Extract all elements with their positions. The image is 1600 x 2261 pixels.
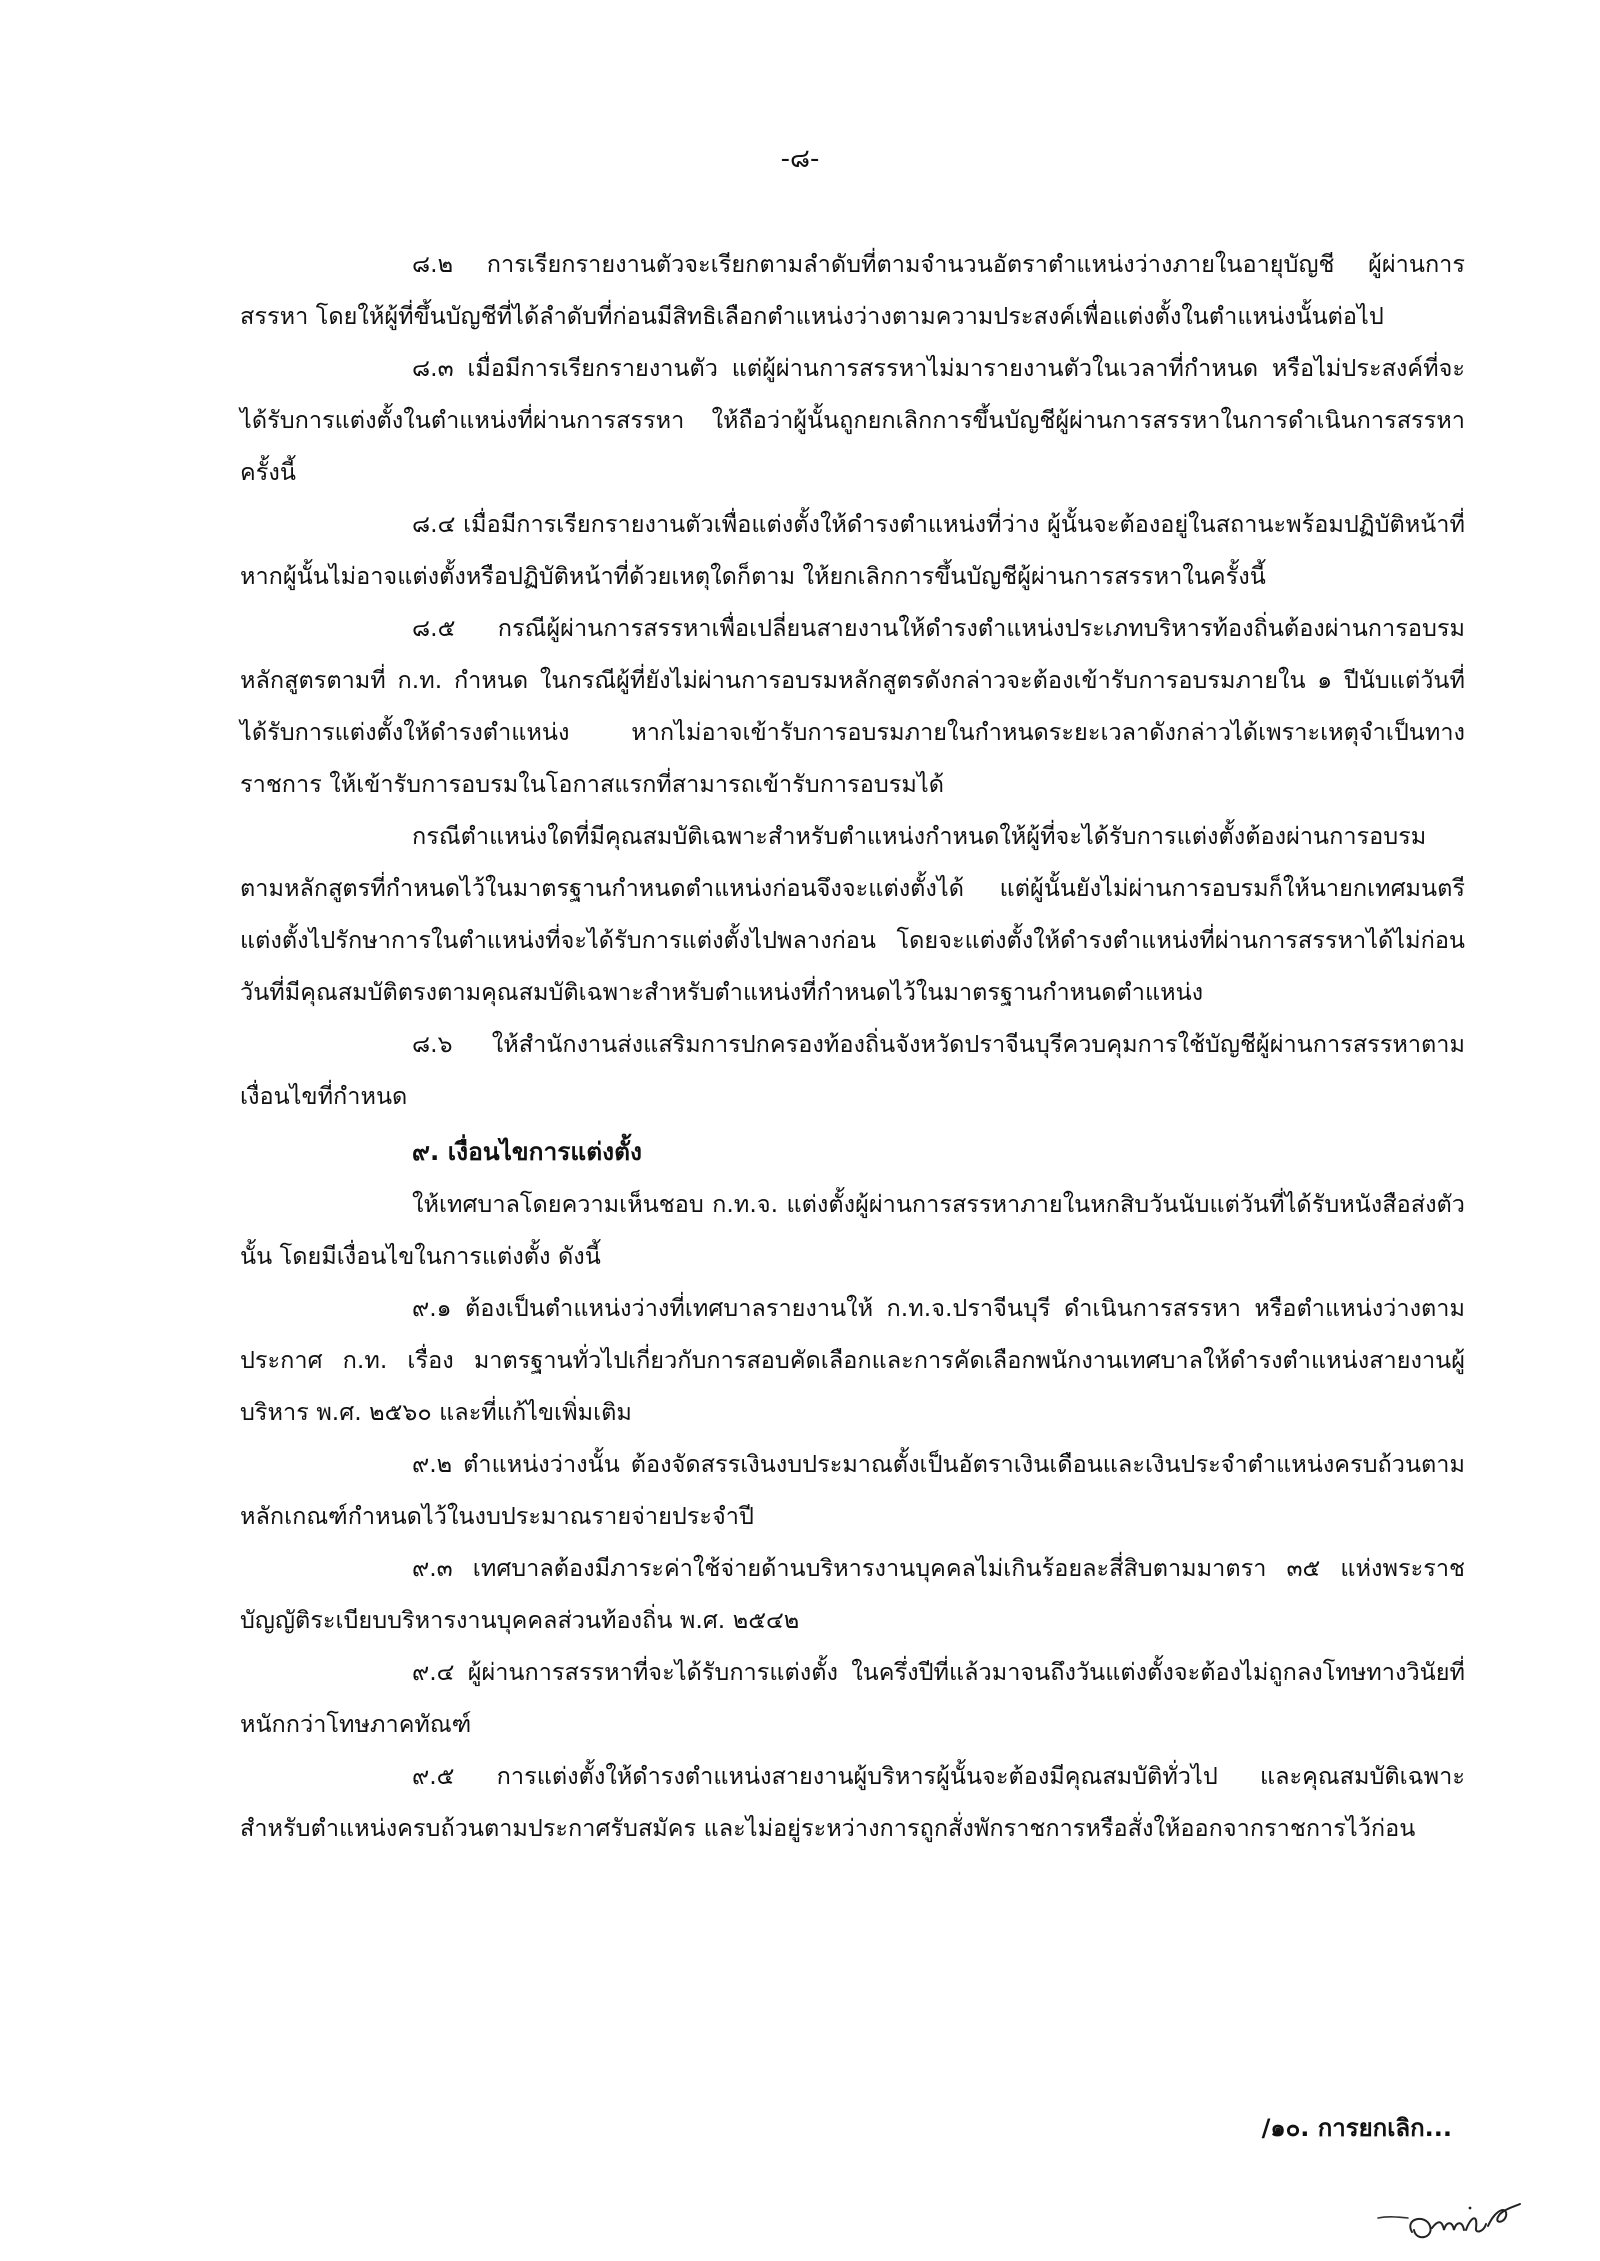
paragraph-9-5: ๙.๕ การแต่งตั้งให้ดำรงตำแหน่งสายงานผู้บริหารผู้นั้นจะต้องมีคุณสมบัติทั่วไป และคุณสมบัติเฉพาะสำหรับตำแหน่งครบถ้วนตามประกาศรับสมัคร และไม่อยู่ระหว่างการถูกสั่งพักราชการหรือสั่งให้ออกจากราชการไว้ก่อน	[240, 1762, 1465, 1842]
paragraph-9-intro: ให้เทศบาลโดยความเห็นชอบ ก.ท.จ. แต่งตั้งผู้ผ่านการสรรหาภายในหกสิบวันนับแต่วันที่ได้รับหนังสือส่งตัวนั้น โดยมีเงื่อนไขในการแต่งตั้ง ดังนี้	[240, 1190, 1465, 1270]
paragraph-9-4: ๙.๔ ผู้ผ่านการสรรหาที่จะได้รับการแต่งตั้ง ในครึ่งปีที่แล้วมาจนถึงวันแต่งตั้งจะต้องไม่ถูกลงโทษทางวินัยที่หนักกว่าโทษภาคทัณฑ์	[240, 1658, 1465, 1738]
paragraph-9-2: ๙.๒ ตำแหน่งว่างนั้น ต้องจัดสรรเงินงบประมาณตั้งเป็นอัตราเงินเดือนและเงินประจำตำแหน่งครบถ้วนตามหลักเกณฑ์กำหนดไว้ในงบประมาณรายจ่ายประจำปี	[240, 1450, 1465, 1530]
document-body	[240, 238, 1465, 1854]
page-number: -๘-	[780, 144, 820, 174]
paragraph-8-6: ๘.๖ ให้สำนักงานส่งแสริมการปกครองท้องถิ่นจังหวัดปราจีนบุรีควบคุมการใช้บัญชีผู้ผ่านการสรรหาตามเงื่อนไขที่กำหนด	[240, 1030, 1465, 1110]
paragraph-8-2: ๘.๒ การเรียกรายงานตัวจะเรียกตามลำดับที่ตามจำนวนอัตราตำแหน่งว่างภายในอายุบัญชี ผู้ผ่านการสรรหา โดยให้ผู้ที่ขึ้นบัญชีที่ได้ลำดับที่ก่อนมีสิทธิเลือกตำแหน่งว่างตามความประสงค์เพื่อแต่งตั้งในตำแหน่งนั้นต่อไป	[240, 250, 1465, 330]
paragraph-8-5: ๘.๕ กรณีผู้ผ่านการสรรหาเพื่อเปลี่ยนสายงานให้ดำรงตำแหน่งประเภทบริหารท้องถิ่นต้องผ่านการอบรมหลักสูตรตามที่ ก.ท. กำหนด ในกรณีผู้ที่ยังไม่ผ่านการอบรมหลักสูตรดังกล่าวจะต้องเข้ารับการอบรมภายใน ๑ ปีนับแต่วันที่ได้รับการแต่งตั้งให้ดำรงตำแหน่ง หากไม่อาจเข้ารับการอบรมภายในกำหนดระยะเวลาดังกล่าวได้เพราะเหตุจำเป็นทางราชการ ให้เข้ารับการอบรมในโอกาสแรกที่สามารถเข้ารับการอบรมได้	[240, 614, 1465, 798]
paragraph-9-3: ๙.๓ เทศบาลต้องมีภาระค่าใช้จ่ายด้านบริหารงานบุคคลไม่เกินร้อยละสี่สิบตามมาตรา ๓๕ แห่งพระราชบัญญัติระเบียบบริหารงานบุคคลส่วนท้องถิ่น พ.ศ. ๒๕๔๒	[240, 1554, 1465, 1634]
handwritten-signature	[1374, 2198, 1524, 2250]
section-9-heading: ๙. เงื่อนไขการแต่งตั้ง	[412, 1137, 642, 1166]
continuation-note: /๑๐. การยกเลิก...	[1261, 2114, 1452, 2142]
paragraph-9-1: ๙.๑ ต้องเป็นตำแหน่งว่างที่เทศบาลรายงานให้ ก.ท.จ.ปราจีนบุรี ดำเนินการสรรหา หรือตำแหน่งว่างตามประกาศ ก.ท. เรื่อง มาตรฐานทั่วไปเกี่ยวกับการสอบคัดเลือกและการคัดเลือกพนักงานเทศบาลให้ดำรงตำแหน่งสายงานผู้บริหาร พ.ศ. ๒๕๖๐ และที่แก้ไขเพิ่มเติม	[240, 1294, 1465, 1426]
paragraph-8-3: ๘.๓ เมื่อมีการเรียกรายงานตัว แต่ผู้ผ่านการสรรหาไม่มารายงานตัวในเวลาที่กำหนด หรือไม่ประสงค์ที่จะได้รับการแต่งตั้งในตำแหน่งที่ผ่านการสรรหา ให้ถือว่าผู้นั้นถูกยกเลิกการขึ้นบัญชีผู้ผ่านการสรรหาในการดำเนินการสรรหาครั้งนี้	[240, 354, 1465, 486]
paragraph-8-4: ๘.๔ เมื่อมีการเรียกรายงานตัวเพื่อแต่งตั้งให้ดำรงตำแหน่งที่ว่าง ผู้นั้นจะต้องอยู่ในสถานะพร้อมปฏิบัติหน้าที่ หากผู้นั้นไม่อาจแต่งตั้งหรือปฏิบัติหน้าที่ด้วยเหตุใดก็ตาม ให้ยกเลิกการขึ้นบัญชีผู้ผ่านการสรรหาในครั้งนี้	[240, 510, 1465, 590]
paragraph-8-5-note: กรณีตำแหน่งใดที่มีคุณสมบัติเฉพาะสำหรับตำแหน่งกำหนดให้ผู้ที่จะได้รับการแต่งตั้งต้องผ่านการอบรมตามหลักสูตรที่กำหนดไว้ในมาตรฐานกำหนดตำแหน่งก่อนจึงจะแต่งตั้งได้ แต่ผู้นั้นยังไม่ผ่านการอบรมก็ให้นายกเทศมนตรีแต่งตั้งไปรักษาการในตำแหน่งที่จะได้รับการแต่งตั้งไปพลางก่อน โดยจะแต่งตั้งให้ดำรงตำแหน่งที่ผ่านการสรรหาได้ไม่ก่อนวันที่มีคุณสมบัติตรงตามคุณสมบัติเฉพาะสำหรับตำแหน่งที่กำหนดไว้ในมาตรฐานกำหนดตำแหน่ง	[240, 822, 1465, 1006]
